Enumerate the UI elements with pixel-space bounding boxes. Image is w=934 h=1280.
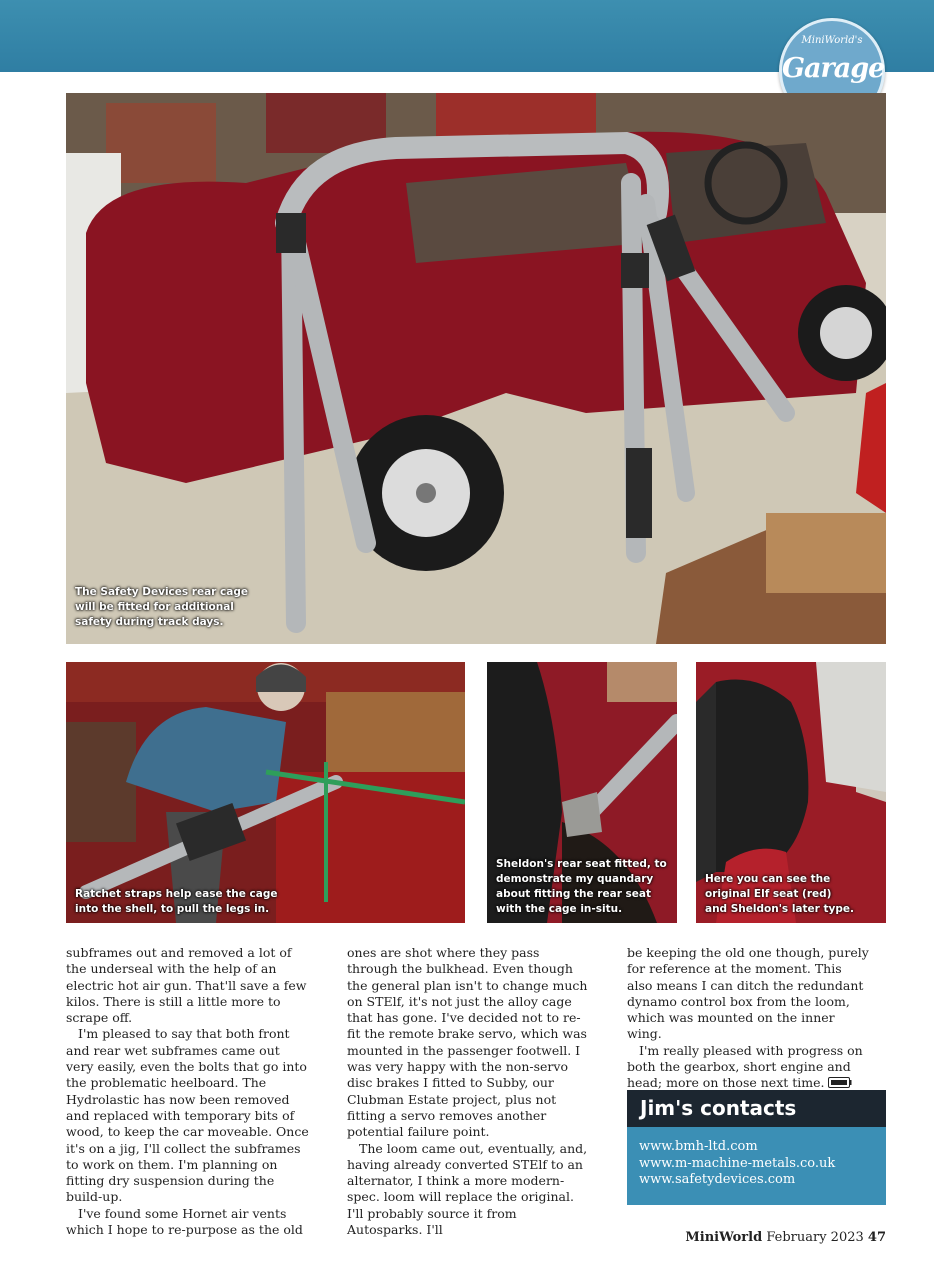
magazine-name: MiniWorld — [685, 1230, 763, 1245]
paragraph: The loom came out, eventually, and, having already converted STElf to an alternator, I think a more modern-spec. loom will replace the original. I'll probably source it from Autosparks. I'll — [347, 1140, 588, 1238]
paragraph: I've found some Hornet air vents which I hope to re-purpose as the old — [66, 1205, 303, 1238]
paragraph: I'm pleased to say that both front and rear wet subframes came out very easily, even the bolts that go into the problematic heelboard. The Hydrolastic has now been removed and replaced with temporary bits of wood, to keep the car moveable. Once it's on a jig, I'll collect the subframes to work on them. I'm planning on fitting dry suspension during the build-up. — [66, 1026, 309, 1205]
elf-seat-caption: Here you can see the original Elf seat (red) and Sheldon's later type. — [705, 873, 854, 915]
contact-link[interactable]: www.safetydevices.com — [639, 1172, 796, 1187]
issue-date: February 2023 — [766, 1230, 864, 1245]
article-column-2 — [347, 945, 590, 1238]
paragraph-text: I'm really pleased with progress on both the gearbox, short engine and head; more on those next time. — [627, 1042, 863, 1091]
contact-link[interactable]: www.m-machine-metals.co.uk — [639, 1155, 836, 1171]
main-photo-mini-cage — [66, 93, 886, 644]
article-column-3 — [627, 945, 870, 1092]
article-column-1 — [66, 945, 309, 1238]
ratchet-straps-caption: Ratchet straps help ease the cage into the shell, to pull the legs in. — [75, 888, 278, 915]
photo-ratchet-straps — [66, 662, 465, 923]
photo-elf-seat — [696, 662, 886, 923]
paragraph — [627, 1043, 870, 1092]
badge-main-text: Garage — [782, 53, 885, 84]
page-footer — [685, 1230, 886, 1245]
contacts-box — [627, 1090, 886, 1205]
photo-rear-seat — [487, 662, 677, 923]
badge-top-text: MiniWorld's — [801, 35, 863, 46]
ratchet-straps-illustration — [66, 662, 465, 923]
main-photo-illustration — [66, 93, 886, 644]
end-mark-icon — [828, 1077, 852, 1088]
contact-link[interactable]: www.bmh-ltd.com — [639, 1139, 758, 1154]
paragraph: be keeping the old one though, purely for reference at the moment. This also means I can ditch the redundant dynamo control box from the loom, which was mounted on the inner wing. — [627, 945, 869, 1042]
main-photo-caption: The Safety Devices rear cage will be fitted for additional safety during track days. — [75, 586, 248, 628]
page-number: 47 — [867, 1230, 886, 1245]
contacts-title: Jim's contacts — [627, 1090, 886, 1127]
contacts-links — [627, 1127, 886, 1189]
paragraph: ones are shot where they pass through the bulkhead. Even though the general plan isn't to change much on STElf, it's not just the alloy cage that has gone. I've decided not to re-fit the remote brake servo, which was mounted in the passenger footwell. I was very happy with the non-servo disc brakes I fitted to Subby, our Clubman Estate project, plus not fitting a servo removes another potential failure point. — [347, 945, 588, 1140]
rear-seat-caption: Sheldon's rear seat fitted, to demonstrate my quandary about fitting the rear seat with the cage in-situ. — [496, 858, 667, 915]
paragraph: subframes out and removed a lot of the underseal with the help of an electric hot air gun. That'll save a few kilos. There is still a little more to scrape off. — [66, 945, 307, 1026]
